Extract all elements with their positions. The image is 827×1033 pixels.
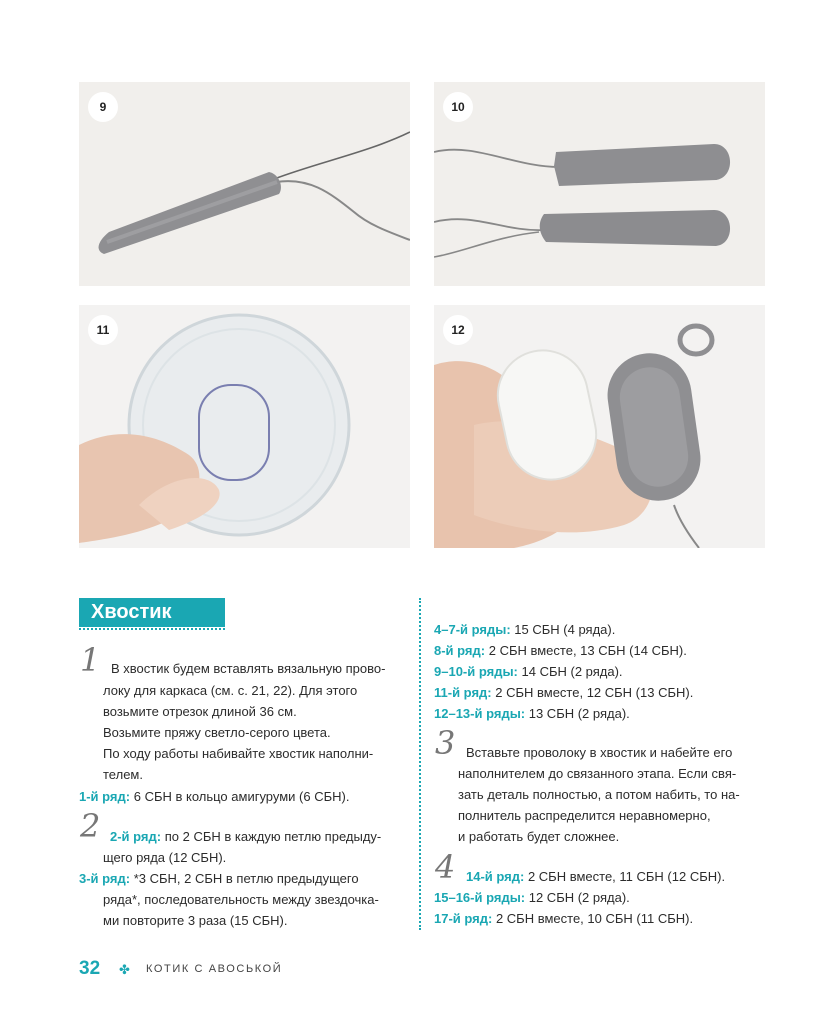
row-label: 12–13-й ряды: [434,706,526,721]
step-text-line: локу для каркаса (см. с. 21, 22). Для этого [103,683,358,698]
row-text: 15 СБН (4 ряда). [510,622,616,637]
row-text-continuation: ми повторите 3 раза (15 СБН). [103,913,288,928]
book-title: КОТИК С АВОСЬКОЙ [146,963,283,975]
photo-number-badge: 11 [88,315,118,345]
page-number: 32 [79,958,101,979]
photo-number-badge: 12 [443,315,473,345]
step-text-line: возьмите отрезок длиной 36 см. [103,704,297,719]
flower-ornament-icon: ✤ [119,962,130,977]
row-text-continuation: ряда*, последовательность между звездочка- [103,892,379,907]
step-text-line: полнитель распределится неравномерно, [458,808,711,823]
row-instruction [466,866,725,887]
photo-9-image [79,82,410,286]
row-instruction [110,826,381,847]
row-text: 2 СБН вместе, 13 СБН (14 СБН). [485,643,687,658]
row-instruction [434,619,615,640]
row-instruction [434,703,630,724]
row-text: 14 СБН (2 ряда). [517,664,623,679]
step-number: 1 [80,641,101,679]
photo-number-badge: 9 [88,92,118,122]
row-text: *3 СБН, 2 СБН в петлю предыдущего [130,871,359,886]
row-label: 8-й ряд: [434,643,486,658]
row-text: 6 СБН в кольцо амигуруми (6 СБН). [130,789,350,804]
section-title: Хвостик [79,598,225,627]
step-text-line: и работать будет сложнее. [458,829,620,844]
step-text-line: Возьмите пряжу светло-серого цвета. [103,725,331,740]
photo-number-badge: 10 [443,92,473,122]
step-text-line: телем. [103,767,143,782]
row-label: 15–16-й ряды: [434,890,526,905]
row-label: 17-й ряд: [434,911,493,926]
row-instruction [434,682,693,703]
row-label: 1-й ряд: [79,789,131,804]
row-label: 11-й ряд: [434,685,492,700]
step-text-line: По ходу работы набивайте хвостик наполни- [103,746,374,761]
row-label: 9–10-й ряды: [434,664,518,679]
column-divider [419,598,421,930]
step-number: 3 [435,724,456,762]
step-text-line: Вставьте проволоку в хвостик и набейте его [466,745,733,760]
row-instruction [79,868,359,889]
section-title-underline [79,628,225,630]
row-text: 2 СБН вместе, 12 СБН (13 СБН). [491,685,694,700]
photo-12-image [434,305,765,548]
row-text: 2 СБН вместе, 10 СБН (11 СБН). [492,911,694,926]
row-text: 12 СБН (2 ряда). [525,890,630,905]
row-label: 2-й ряд: [110,829,162,844]
row-label: 4–7-й ряды: [434,622,511,637]
row-instruction [434,661,623,682]
row-text: 13 СБН (2 ряда). [525,706,630,721]
photo-step-12 [434,305,765,548]
row-instruction [434,887,630,908]
photo-step-10 [434,82,765,286]
photo-step-9 [79,82,410,286]
step-text-line: В хвостик будем вставлять вязальную прово- [111,661,386,676]
row-instruction [79,786,349,807]
row-instruction [434,640,687,661]
row-text-continuation: щего ряда (12 СБН). [103,850,227,865]
row-instruction [434,908,693,929]
step-text-line: наполнителем до связанного этапа. Если свя- [458,766,737,781]
row-text: 2 СБН вместе, 11 СБН (12 СБН). [524,869,726,884]
step-number: 4 [435,848,456,886]
photo-11-image [79,305,410,548]
step-number: 2 [80,807,101,845]
row-label: 3-й ряд: [79,871,131,886]
row-label: 14-й ряд: [466,869,525,884]
row-text: по 2 СБН в каждую петлю предыду- [161,829,382,844]
photo-10-image [434,82,765,286]
photo-step-11 [79,305,410,548]
step-text-line: зать деталь полностью, а потом набить, то на- [458,787,740,802]
